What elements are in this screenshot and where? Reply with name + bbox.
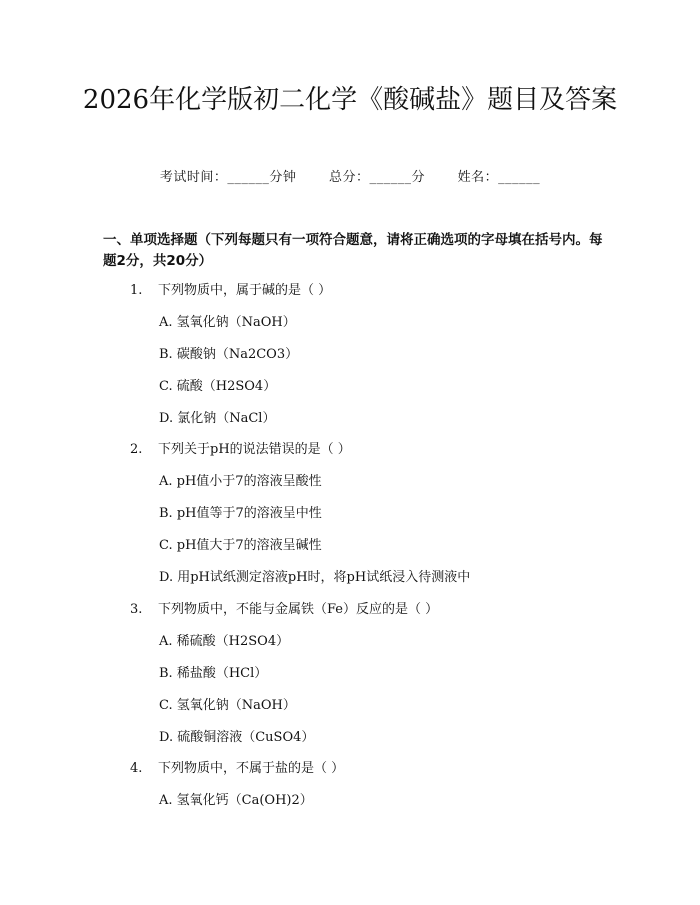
option-3b: B. 稀盐酸（HCl） <box>159 666 268 681</box>
option-3a: A. 稀硫酸（H2SO4） <box>159 634 290 649</box>
section-heading: 一、单项选择题（下列每题只有一项符合题意，请将正确选项的字母填在括号内。每题2分，共20分） <box>103 232 603 269</box>
document-title: 2026年化学版初二化学《酸碱盐》题目及答案 <box>82 85 618 115</box>
question-1 <box>130 282 331 300</box>
option-2d: D. 用pH试纸测定溶液pH时，将pH试纸浸入待测液中 <box>159 570 471 585</box>
option-4a: A. 氢氧化钙（Ca(OH)2） <box>159 793 313 808</box>
student-name-field: 姓名：______ <box>457 170 541 185</box>
question-text: 下列关于pH的说法错误的是（ ） <box>158 442 351 457</box>
question-number: 1. <box>130 283 143 298</box>
option-1d: D. 氯化钠（NaCl） <box>159 411 276 426</box>
question-number: 2. <box>130 442 143 457</box>
option-2b: B. pH值等于7的溶液呈中性 <box>159 506 322 521</box>
option-1c: C. 硫酸（H2SO4） <box>159 379 277 394</box>
option-1b: B. 碳酸钠（Na2CO3） <box>159 347 299 362</box>
option-3c: C. 氢氧化钠（NaOH） <box>159 698 296 713</box>
total-score-field: 总分：______分 <box>328 170 425 185</box>
option-2a: A. pH值小于7的溶液呈酸性 <box>159 474 322 489</box>
question-4 <box>130 760 344 778</box>
question-2 <box>130 441 351 459</box>
question-text: 下列物质中，属于碱的是（ ） <box>158 283 332 298</box>
option-2c: C. pH值大于7的溶液呈碱性 <box>159 538 322 553</box>
exam-time-field: 考试时间：______分钟 <box>159 170 297 185</box>
option-1a: A. 氢氧化钠（NaOH） <box>159 315 296 330</box>
exam-info-row <box>0 168 700 188</box>
question-3 <box>130 601 438 619</box>
question-number: 4. <box>130 761 143 776</box>
question-text: 下列物质中，不属于盐的是（ ） <box>158 761 345 776</box>
question-number: 3. <box>130 602 143 617</box>
question-text: 下列物质中，不能与金属铁（Fe）反应的是（ ） <box>158 602 439 617</box>
option-3d: D. 硫酸铜溶液（CuSO4） <box>159 730 315 745</box>
